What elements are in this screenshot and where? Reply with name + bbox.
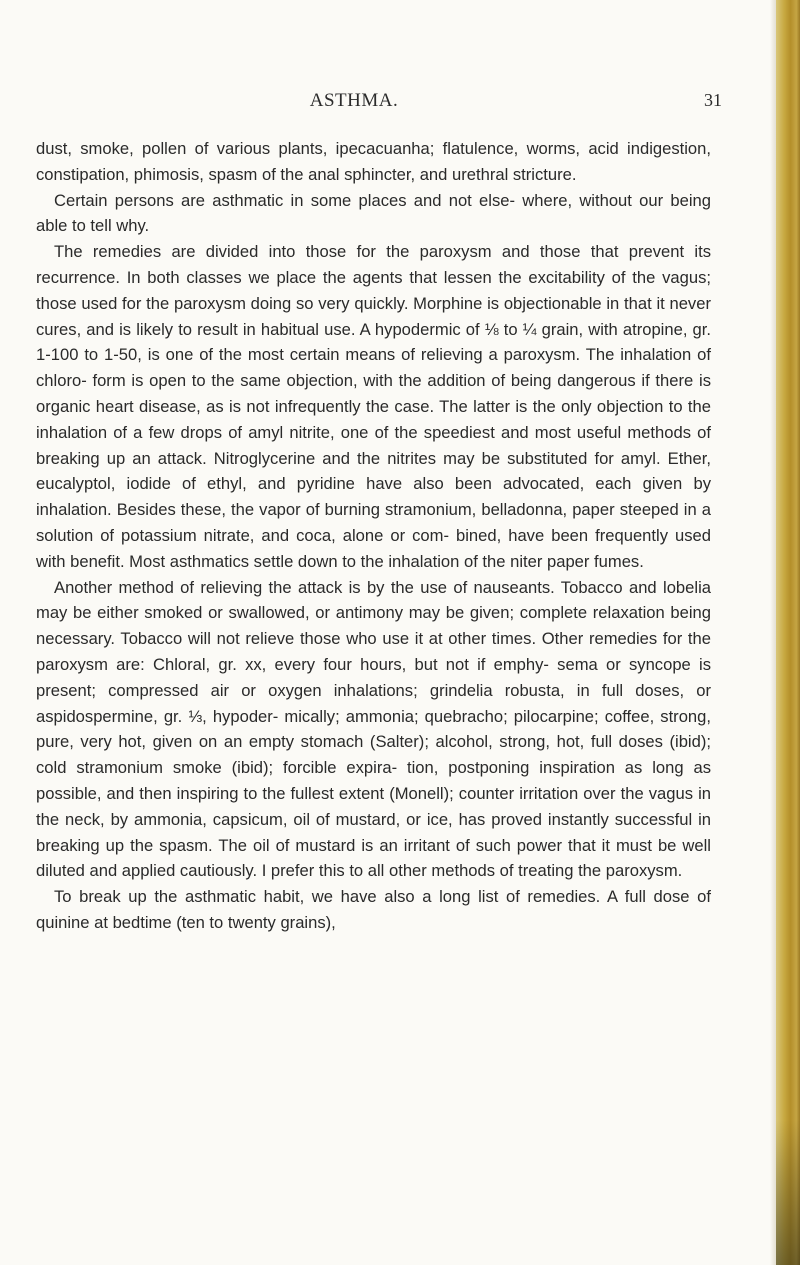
book-edge-dark-corner [776,1120,800,1265]
chapter-title: ASTHMA. [309,90,399,111]
paragraph: Certain persons are asthmatic in some places and not else- where, without our being able to tell why. [36,190,711,236]
paragraph: dust, smoke, pollen of various plants, ipecacuanha; flatulence, worms, acid indigestion, constipation, phimosis, spasm of the anal sphincter, and urethral stricture. [36,139,711,184]
paragraph: To break up the asthmatic habit, we have also a long list of remedies. A full dose of quinine at bedtime (ten to twenty grains), [36,887,711,932]
paragraph: Another method of relieving the attack is by the use of nauseants. Tobacco and lobelia may be either smoked or swallowed, or antimony may be given; complete relaxation being necessary. Tobacco will not relieve those who use it at other times. Other remedies for the paroxysm are: Chloral, gr. xx, every four hours, but not if emphy- sema or syncope is present; compressed air or oxygen inhalations; grindelia robusta, in full doses, or aspidospermine, gr. ⅓, hypoder- mically; ammonia; quebracho; pilocarpine; coffee, strong, pure, very hot, given on an empty stomach (Salter); alcohol, strong, hot, full doses (ibid); cold stramonium smoke (ibid); forcible expira- tion, postponing inspiration as long as possible, and then inspiring to the fullest extent (Monell); counter irritation over the vagus in the neck, by ammonia, capsicum, oil of mustard, or ice, has proved instantly successful in breaking up the spasm. The oil of mustard is an irritant of such power that it must be well diluted and applied cautiously. I prefer this to all other methods of treating the paroxysm. [36,577,711,881]
body-text [36,136,711,936]
running-header [0,90,770,114]
paragraph: The remedies are divided into those for the paroxysm and those that prevent its recurrence. In both classes we place the agents that lessen the excitability of the vagus; those used for the paroxysm doing so very quickly. Morphine is objectionable in that it never cures, and is likely to result in habitual use. A hypodermic of ⅛ to ¼ grain, with atropine, gr. 1-100 to 1-50, is one of the most certain means of relieving a paroxysm. The inhalation of chloro- form is open to the same objection, with the addition of being dangerous if there is organic heart disease, as is not infrequently the case. The latter is the only objection to the inhalation of a few drops of amyl nitrite, one of the speediest and most useful methods of breaking up an attack. Nitroglycerine and the nitrites may be substituted for amyl. Ether, eucalyptol, iodide of ethyl, and pyridine have also been advocated, each given by inhalation. Besides these, the vapor of burning stramonium, belladonna, paper steeped in a solution of potassium nitrate, and coca, alone or com- bined, have been frequently used with benefit. Most asthmatics settle down to the inhalation of the niter paper fumes. [36,242,711,571]
page-number: 31 [704,90,722,110]
book-edge [776,0,800,1265]
